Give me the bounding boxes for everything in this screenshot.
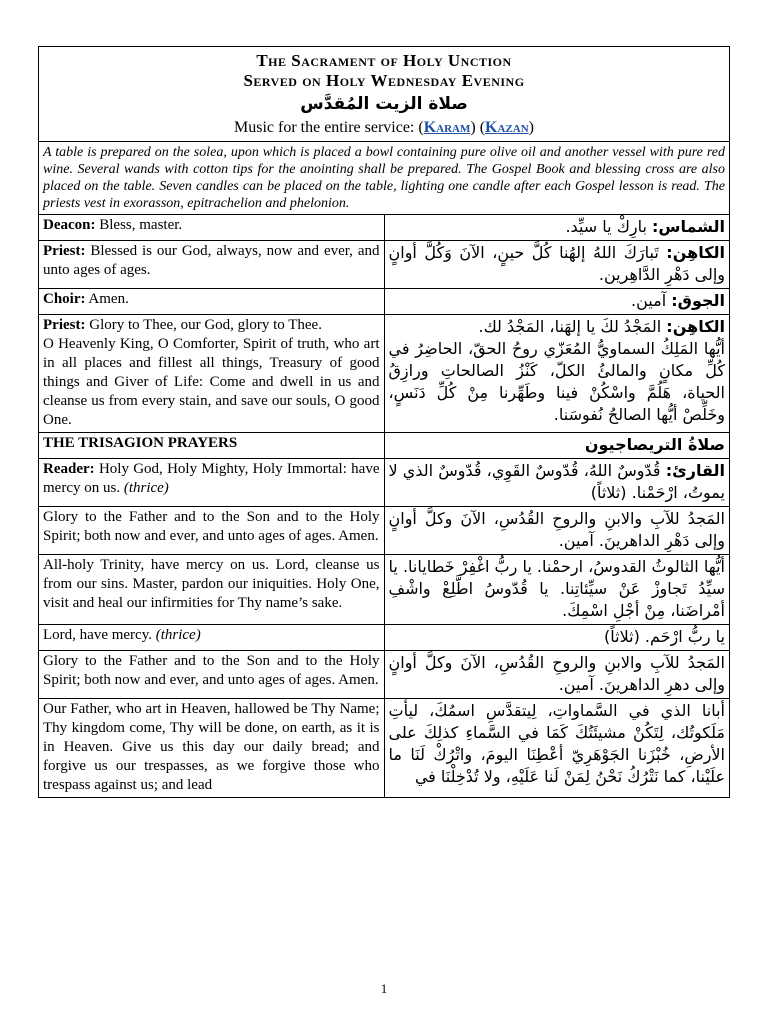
speaker-label: Priest:	[43, 243, 86, 259]
english-text: Amen.	[85, 291, 129, 307]
english-cell	[39, 289, 385, 315]
music-suffix: )	[528, 119, 534, 136]
table-row	[39, 215, 730, 241]
service-table	[38, 46, 730, 798]
table-row	[39, 555, 730, 625]
table-row	[39, 315, 730, 433]
karam-link[interactable]: Karam	[423, 119, 471, 136]
music-mid: ) (	[470, 119, 486, 136]
english-cell	[39, 315, 385, 433]
table-row	[39, 459, 730, 507]
english-paragraph	[43, 316, 380, 335]
section-title-ar: صلاةُ التريصاجيون	[384, 433, 730, 459]
arabic-paragraph: أيُّها المَلِكُ السماويُّ المُعَزّي روحُ الحقّ، الحاضِرُ في كُلِّ مكانٍ والمالئُ الكلّ، كَنْزُ الصالحاتِ ورازِقُ الحياة، هَلُمَّ واسْكُنْ فينا وطَهِّرنا مِنْ كُلِّ دَنَسٍ، وخَلِّصْ أيُّها الصالحُ نُفوسَنا.	[388, 339, 725, 424]
arabic-cell	[384, 459, 730, 507]
english-cell: Our Father, who art in Heaven, hallowed be Thy Name; Thy kingdom come, Thy will be done, on earth, as it is in Heaven. Give us this day our daily bread; and forgive us our trespasses, as we forgive those who trespass against us; and lead	[39, 699, 385, 798]
header-row	[39, 47, 730, 142]
arabic-cell: أبانا الذي في السَّماواتِ، لِيتقدَّسِ اسمُكَ، ليأتِ مَلَكوتُك، لِتَكُنْ مشيئَتُكَ كَمَا في السَّماءِ كذلِكَ على الأرضِ، خُبْزَنا الجَوْهَرِيّ أعْطِنَا اليومَ، واتْرُكْ لَنَا ما علَيْنا، كما نَتْرُكُ نَحْنُ لِمَنْ لَنا عَلَيْهِ، ولا تُدْخِلْنَا في	[384, 699, 730, 798]
english-cell	[39, 215, 385, 241]
arabic-text: المَجْدُ لكَ يا إلهَنا، المَجْدُ لك.	[478, 317, 667, 336]
title-arabic: صلاة الزيت المُقدَّس	[300, 94, 468, 114]
arabic-cell: يا ربُّ ارْحَم. (ثلاثاً)	[384, 625, 730, 651]
arabic-cell	[384, 215, 730, 241]
table-row	[39, 289, 730, 315]
english-cell: Glory to the Father and to the Son and to the Holy Spirit; both now and ever, and unto ages of ages. Amen.	[39, 507, 385, 555]
arabic-paragraph	[389, 316, 726, 338]
english-cell	[39, 241, 385, 289]
speaker-label-ar: القارئ:	[665, 461, 725, 480]
speaker-label-ar: الجوق:	[671, 291, 725, 310]
title-line-1: The Sacrament of Holy Unction	[256, 51, 512, 70]
table-row	[39, 507, 730, 555]
table-row	[39, 651, 730, 699]
rubric-intro: A table is prepared on the solea, upon which is placed a bowl containing pure olive oil and another vessel with pure red wine. Several wands with cotton tips for the anointing shall be prepared. The Gospel Book and blessing cross are also placed on the table. Seven candles can be placed on the table, lighting one candle after each Gospel lesson is read. The priests vest in exorasson, epitrachelion and phelonion.	[39, 142, 730, 215]
document-page	[38, 46, 730, 798]
english-cell: All-holy Trinity, have mercy on us. Lord, cleanse us from our sins. Master, pardon our iniquities. Holy One, visit and heal our infirmities for Thy name’s sake.	[39, 555, 385, 625]
english-text: Blessed is our God, always, now and ever, and unto ages of ages.	[43, 243, 380, 278]
arabic-cell: أيُّها الثالوثُ القدوسُ، ارحمْنا. يا ربُّ اغْفِرْ خَطايانا. يا سيِّدُ تَجاوزْ عَنْ سيِّئاتِنا. يا قُدّوسُ اطَّلِعْ واشْفِ أمْراضَنا، مِنْ أجْلِ اسْمِكَ.	[384, 555, 730, 625]
english-cell	[39, 459, 385, 507]
english-text: Bless, master.	[95, 217, 183, 233]
section-row	[39, 433, 730, 459]
music-line	[43, 117, 725, 139]
section-title-en: THE TRISAGION PRAYERS	[39, 433, 385, 459]
arabic-text: قُدّوسٌ اللهُ، قُدّوسٌ القَوِي، قُدّوسٌ الذي لا يموتُ، ارْحَمْنا. (ثلاثاً)	[388, 461, 725, 502]
rubric-italic: (thrice)	[123, 480, 169, 496]
speaker-label: Choir:	[43, 291, 86, 307]
arabic-cell	[384, 289, 730, 315]
english-text: Lord, have mercy.	[43, 627, 156, 643]
speaker-label: Reader:	[43, 461, 95, 477]
page-number: 1	[380, 981, 388, 996]
english-paragraph: O Heavenly King, O Comforter, Spirit of truth, who art in all places and fillest all things, Treasury of good things and Giver of Life: Come and dwell in us and cleanse us from every stain, and save our souls, O good One.	[43, 336, 380, 428]
table-row	[39, 241, 730, 289]
speaker-label-ar: الشماس:	[652, 217, 725, 236]
intro-row	[39, 142, 730, 215]
header-cell	[39, 47, 730, 142]
arabic-cell: المَجدُ للآبِ والابنِ والروحِ القُدُسِ، الآنَ وكلَّ أوانٍ وإلى دهرِ الداهرينَ. آمين.	[384, 651, 730, 699]
arabic-cell	[384, 315, 730, 433]
english-cell	[39, 625, 385, 651]
arabic-text: تَبارَكَ اللهُ إلهُنا كُلَّ حينٍ، الآنَ وَكُلَّ أوانٍ وإلى دَهْرِ الدَّاهِرين.	[388, 243, 725, 284]
arabic-cell	[384, 241, 730, 289]
kazan-link[interactable]: Kazan	[485, 119, 529, 136]
speaker-label-ar: الكاهِن:	[666, 243, 725, 262]
speaker-label-ar: الكاهِن:	[666, 317, 725, 336]
table-row	[39, 625, 730, 651]
arabic-text: بارِكْ يا سيِّد.	[565, 217, 653, 236]
title-line-2: Served on Holy Wednesday Evening	[243, 71, 525, 90]
english-cell: Glory to the Father and to the Son and to the Holy Spirit; both now and ever, and unto ages of ages. Amen.	[39, 651, 385, 699]
arabic-cell: المَجدُ للآبِ والابنِ والروحِ القُدُسِ، الآنَ وكلَّ أوانٍ وإلى دَهْرِ الداهرينَ. آمين.	[384, 507, 730, 555]
english-text: Glory to Thee, our God, glory to Thee.	[85, 317, 322, 333]
speaker-label: Deacon:	[43, 217, 96, 233]
table-row	[39, 699, 730, 798]
speaker-label: Priest:	[43, 317, 86, 333]
music-prefix: Music for the entire service: (	[234, 119, 424, 136]
english-text: Holy God, Holy Mighty, Holy Immortal: have mercy on us.	[43, 461, 380, 496]
arabic-text: آمين.	[631, 291, 672, 310]
rubric-italic: (thrice)	[155, 627, 201, 643]
